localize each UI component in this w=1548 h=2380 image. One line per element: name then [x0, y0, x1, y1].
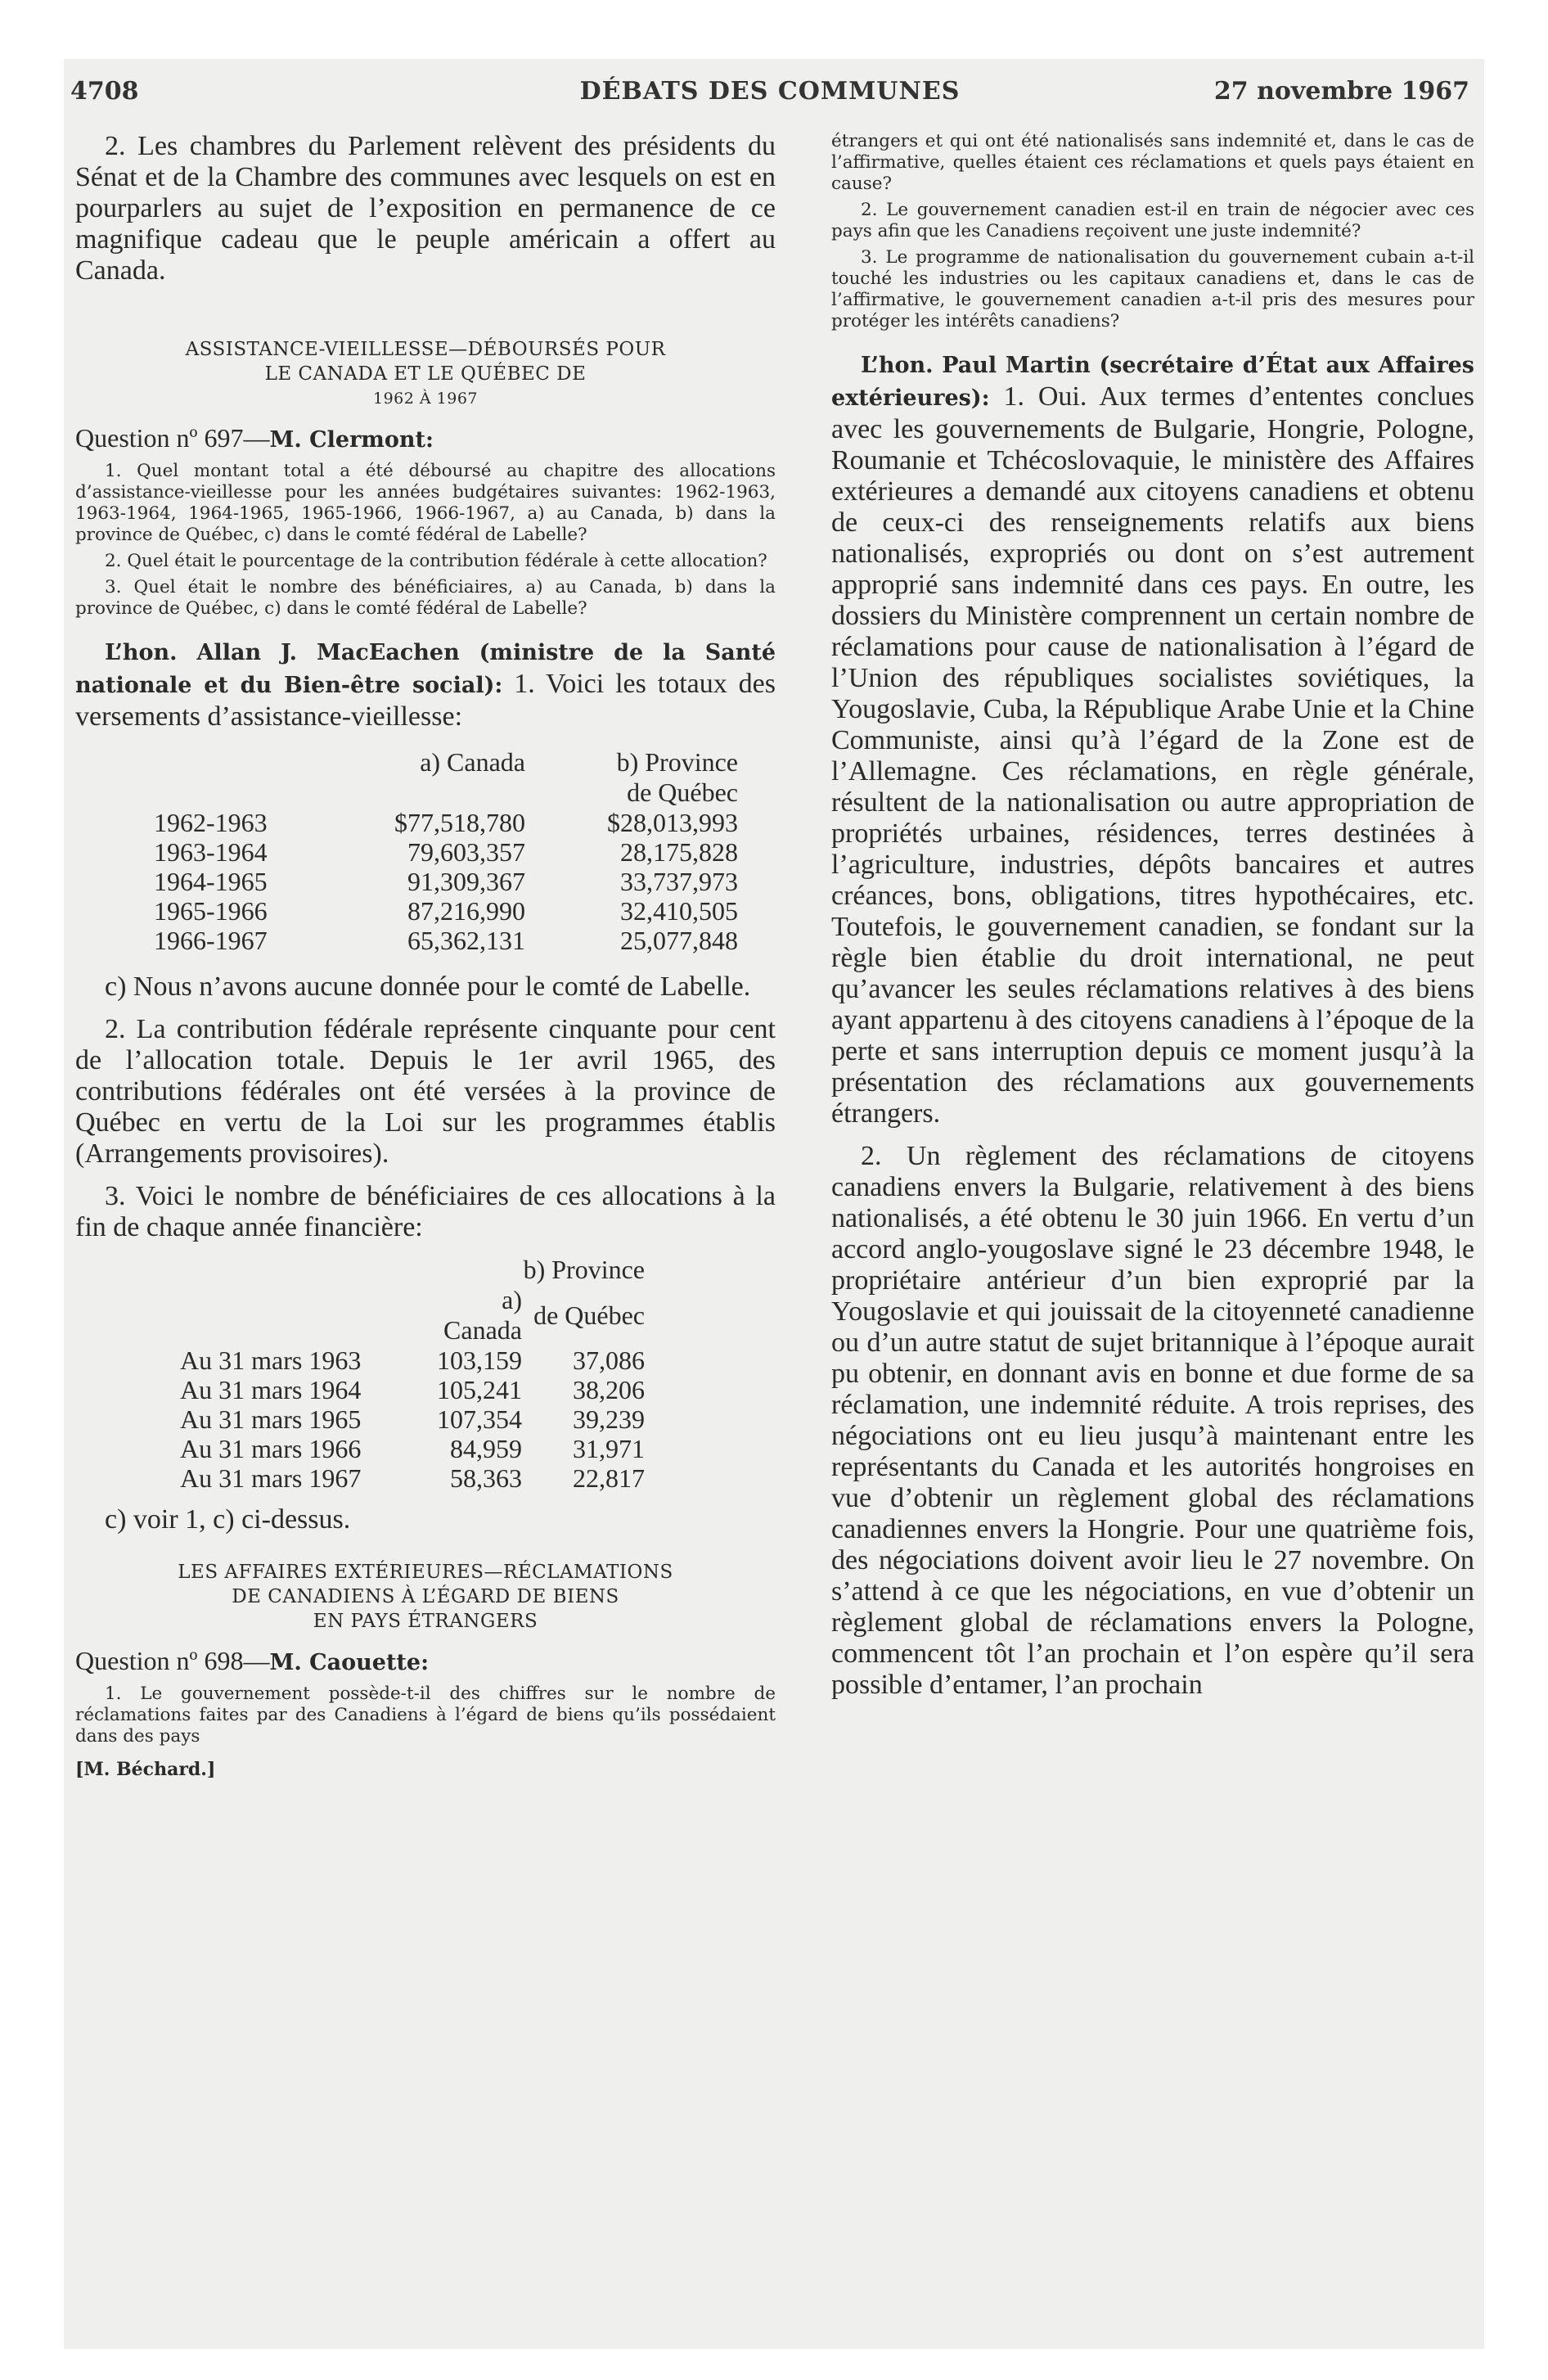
intro-paragraph: 2. Les chambres du Parlement relèvent des présidents du Sénat et de la Chambre des communes avec lesquels on est en pourparlers au sujet de l’exposition en permanence de ce magnifique cadeau que le peuple américain a offert au Canada.	[75, 131, 776, 286]
column-header-quebec-line2: de Québec	[627, 778, 738, 807]
table-row	[75, 837, 738, 867]
answer-697-c: c) Nous n’avons aucune donnée pour le comté de Labelle.	[105, 971, 751, 1002]
column-header-quebec-line2: de Québec	[533, 1300, 645, 1330]
table-header-row	[75, 1255, 645, 1285]
question-author: M. Caouette:	[269, 1650, 430, 1675]
row-quebec: 25,077,848	[620, 926, 738, 955]
table-row	[75, 926, 738, 955]
answer-698-part1	[831, 349, 1474, 1129]
table-row	[75, 1434, 645, 1463]
row-quebec: 32,410,505	[620, 896, 738, 926]
row-canada: 79,603,357	[407, 837, 525, 867]
column-header-quebec: b) Province	[616, 747, 738, 777]
heading-line: ASSISTANCE-VIEILLESSE—DÉBOURSÉS POUR	[185, 339, 666, 360]
row-quebec: 33,737,973	[620, 867, 738, 896]
question-697-part3: 3. Quel était le nombre des bénéficiaires, a) au Canada, b) dans la province de Québec, c) dans le comté fédéral de Labelle?	[75, 577, 776, 619]
row-date: Au 31 mars 1963	[180, 1346, 362, 1375]
page-signature: [M. Béchard.]	[75, 1759, 216, 1780]
table-row	[75, 867, 738, 896]
question-698-part2: 2. Le gouvernement canadien est-il en train de négocier avec ces pays afin que les Canadiens reçoivent une juste indemnité?	[831, 200, 1474, 241]
row-year: 1962-1963	[154, 808, 268, 837]
column-header-quebec: b) Province	[523, 1255, 645, 1284]
heading-line: LE CANADA ET LE QUÉBEC DE	[264, 363, 587, 385]
row-quebec: 28,175,828	[620, 837, 738, 867]
row-date: Au 31 mars 1967	[180, 1463, 362, 1493]
heading-line: LES AFFAIRES EXTÉRIEURES—RÉCLAMATIONS	[178, 1562, 673, 1583]
question-number: Question nº 698—	[75, 1646, 270, 1675]
heading-line: 1962 À 1967	[372, 390, 478, 408]
row-quebec: 38,206	[573, 1375, 645, 1404]
answer-697-3: 3. Voici le nombre de bénéficiaires de ces allocations à la fin de chaque année financière:	[75, 1181, 776, 1242]
row-quebec: 31,971	[573, 1434, 645, 1463]
payments-table	[75, 747, 738, 955]
answer-697-3c: c) voir 1, c) ci-dessus.	[105, 1504, 351, 1535]
answer-text: 1. Oui. Aux termes d’ententes conclues avec les gouvernements de Bulgarie, Hongrie, Pologne, Roumanie et Tchécoslovaquie, le ministère des Affaires extérieures a demandé aux citoyens canadiens et obtenu de ceux-ci des renseignements relatifs aux biens nationalisés, expropriés ou dont on s’est autrement approprié sans indemnité dans ces pays. En outre, les dossiers du Ministère comprennent un certain nombre de réclamations pour cause de nationalisation à l’égard de l’Union des républiques socialistes soviétiques, la Yougoslavie, Cuba, la République Arabe Unie et la Chine Communiste, ainsi qu’à l’égard de la Zone est de l’Allemagne. Ces réclamations, en règle générale, résultent de la nationalisation ou autre appropriation de propriétés urbaines, résidences, terres destinées à l’agriculture, industries, dépôts bancaires et autres créances, bons, obligations, titres hypothécaires, etc. Toutefois, le gouvernement canadien, se fondant sur la règle bien établie du droit international, ne peut qu’avancer les seules réclamations relatives à des biens ayant appartenu à des citoyens canadiens à l’époque de la perte et sans interruption depuis ce moment jusqu’à la présentation des réclamations aux gouvernements étrangers.	[831, 381, 1474, 1129]
question-697-part1: 1. Quel montant total a été déboursé au chapitre des allocations d’assistance-vieillesse pour les années budgétaires suivantes: 1962-1963, 1963-1964, 1964-1965, 1965-1966, 1966-1967, a) au Canada, b) dans la province de Québec, c) dans le comté fédéral de Labelle?	[75, 461, 776, 545]
row-date: Au 31 mars 1965	[180, 1404, 362, 1434]
row-date: Au 31 mars 1964	[180, 1375, 362, 1404]
row-year: 1966-1967	[154, 926, 268, 955]
question-698-part1: 1. Le gouvernement possède-t-il des chiffres sur le nombre de réclamations faites par des Canadiens à l’égard de biens qu’ils possédaient dans des pays	[75, 1684, 776, 1747]
row-canada: 58,363	[450, 1463, 522, 1493]
page-number: 4708	[70, 77, 139, 106]
question-author: M. Clermont:	[269, 427, 434, 453]
question-697-part2: 2. Quel était le pourcentage de la contribution fédérale à cette allocation?	[105, 551, 767, 571]
table-row	[75, 896, 738, 926]
row-quebec: 22,817	[573, 1463, 645, 1493]
row-year: 1965-1966	[154, 896, 268, 926]
answer-speaker: L’hon. Paul Martin (secrétaire d’État aux Affaires extérieures):	[831, 353, 1474, 411]
table-row	[75, 1346, 645, 1375]
column-header-canada: a) Canada	[443, 1285, 522, 1345]
beneficiaries-table	[75, 1255, 645, 1493]
row-year: 1963-1964	[154, 837, 268, 867]
row-canada: 91,309,367	[407, 867, 525, 896]
answer-speaker: L’hon. Allan J. MacEachen (ministre de la Santé nationale et du Bien-être social):	[75, 640, 776, 698]
row-canada: 65,362,131	[407, 926, 525, 955]
table-row	[75, 1463, 645, 1493]
question-698-line	[75, 1645, 776, 1679]
row-canada: 107,354	[437, 1404, 522, 1434]
right-column	[831, 131, 1474, 1701]
table-header-row	[75, 1285, 645, 1346]
question-698-part1-continued: étrangers et qui ont été nationalisés sans indemnité et, dans le cas de l’affirmative, quelles étaient ces réclamations et quels pays étaient en cause?	[831, 131, 1474, 194]
heading-line: DE CANADIENS À L’ÉGARD DE BIENS	[232, 1586, 619, 1607]
row-canada: 103,159	[437, 1346, 522, 1375]
row-canada: 105,241	[437, 1375, 522, 1404]
column-header-canada: a) Canada	[420, 747, 525, 777]
page-date: 27 novembre 1967	[1213, 77, 1469, 106]
row-year: 1964-1965	[154, 867, 268, 896]
page-header	[70, 77, 1469, 111]
row-canada: $77,518,780	[394, 808, 525, 837]
question-698-part3: 3. Le programme de nationalisation du gouvernement cubain a-t-il touché les industries ou les capitaux canadiens et, dans le cas de l’affirmative, le gouvernement canadien a-t-il pris des mesures pour protéger les intérêts canadiens?	[831, 247, 1474, 331]
row-canada: 87,216,990	[407, 896, 525, 926]
table-row	[75, 1404, 645, 1434]
answer-697-2: 2. La contribution fédérale représente cinquante pour cent de l’allocation totale. Depuis le 1er avril 1965, des contributions fédérales ont été versées à la province de Québec en vertu de la Loi sur les programmes établis (Arrangements provisoires).	[75, 1014, 776, 1169]
answer-text: 1. Voici les totaux des versements d’assistance-vieillesse:	[75, 669, 776, 732]
publication-title: DÉBATS DES COMMUNES	[579, 77, 961, 106]
row-quebec: $28,013,993	[607, 808, 738, 837]
table-header-row	[75, 747, 738, 778]
heading-line: EN PAYS ÉTRANGERS	[313, 1611, 538, 1632]
table-row	[75, 1375, 645, 1404]
row-quebec: 37,086	[573, 1346, 645, 1375]
answer-698-part2: 2. Un règlement des réclamations de citoyens canadiens envers la Bulgarie, relativement à des biens nationalisés, a été obtenu le 30 juin 1966. En vertu d’un accord anglo-yougoslave signé le 23 décembre 1948, le propriétaire antérieur d’un bien exproprié par la Yougoslavie et qui jouissait de la citoyenneté canadienne ou d’un autre statut de sujet britannique à l’époque aurait pu obtenir, en donnant avis en bonne et due forme de sa réclamation, une indemnité réduite. A trois reprises, des négociations ont eu lieu jusqu’à maintenant entre les représentants du Canada et les autorités hongroises en vue d’obtenir un règlement global des réclamations canadiennes envers la Hongrie. Pour une quatrième fois, des négociations doivent avoir lieu le 27 novembre. On s’attend à ce que les négociations, en vue d’obtenir un règlement global de réclamations envers la Pologne, commencent tôt l’an prochain et l’on espère qu’il sera possible d’entamer, l’an prochain	[831, 1141, 1474, 1700]
row-canada: 84,959	[450, 1434, 522, 1463]
table-header-row	[75, 778, 738, 808]
row-date: Au 31 mars 1966	[180, 1434, 362, 1463]
section-heading-claims	[75, 1560, 776, 1634]
left-column	[75, 131, 776, 1780]
question-number: Question nº 697—	[75, 423, 270, 453]
row-quebec: 39,239	[573, 1404, 645, 1434]
answer-697-intro	[75, 636, 776, 732]
section-heading-assistance	[75, 337, 776, 411]
question-697-line	[75, 422, 776, 456]
table-row	[75, 808, 738, 837]
